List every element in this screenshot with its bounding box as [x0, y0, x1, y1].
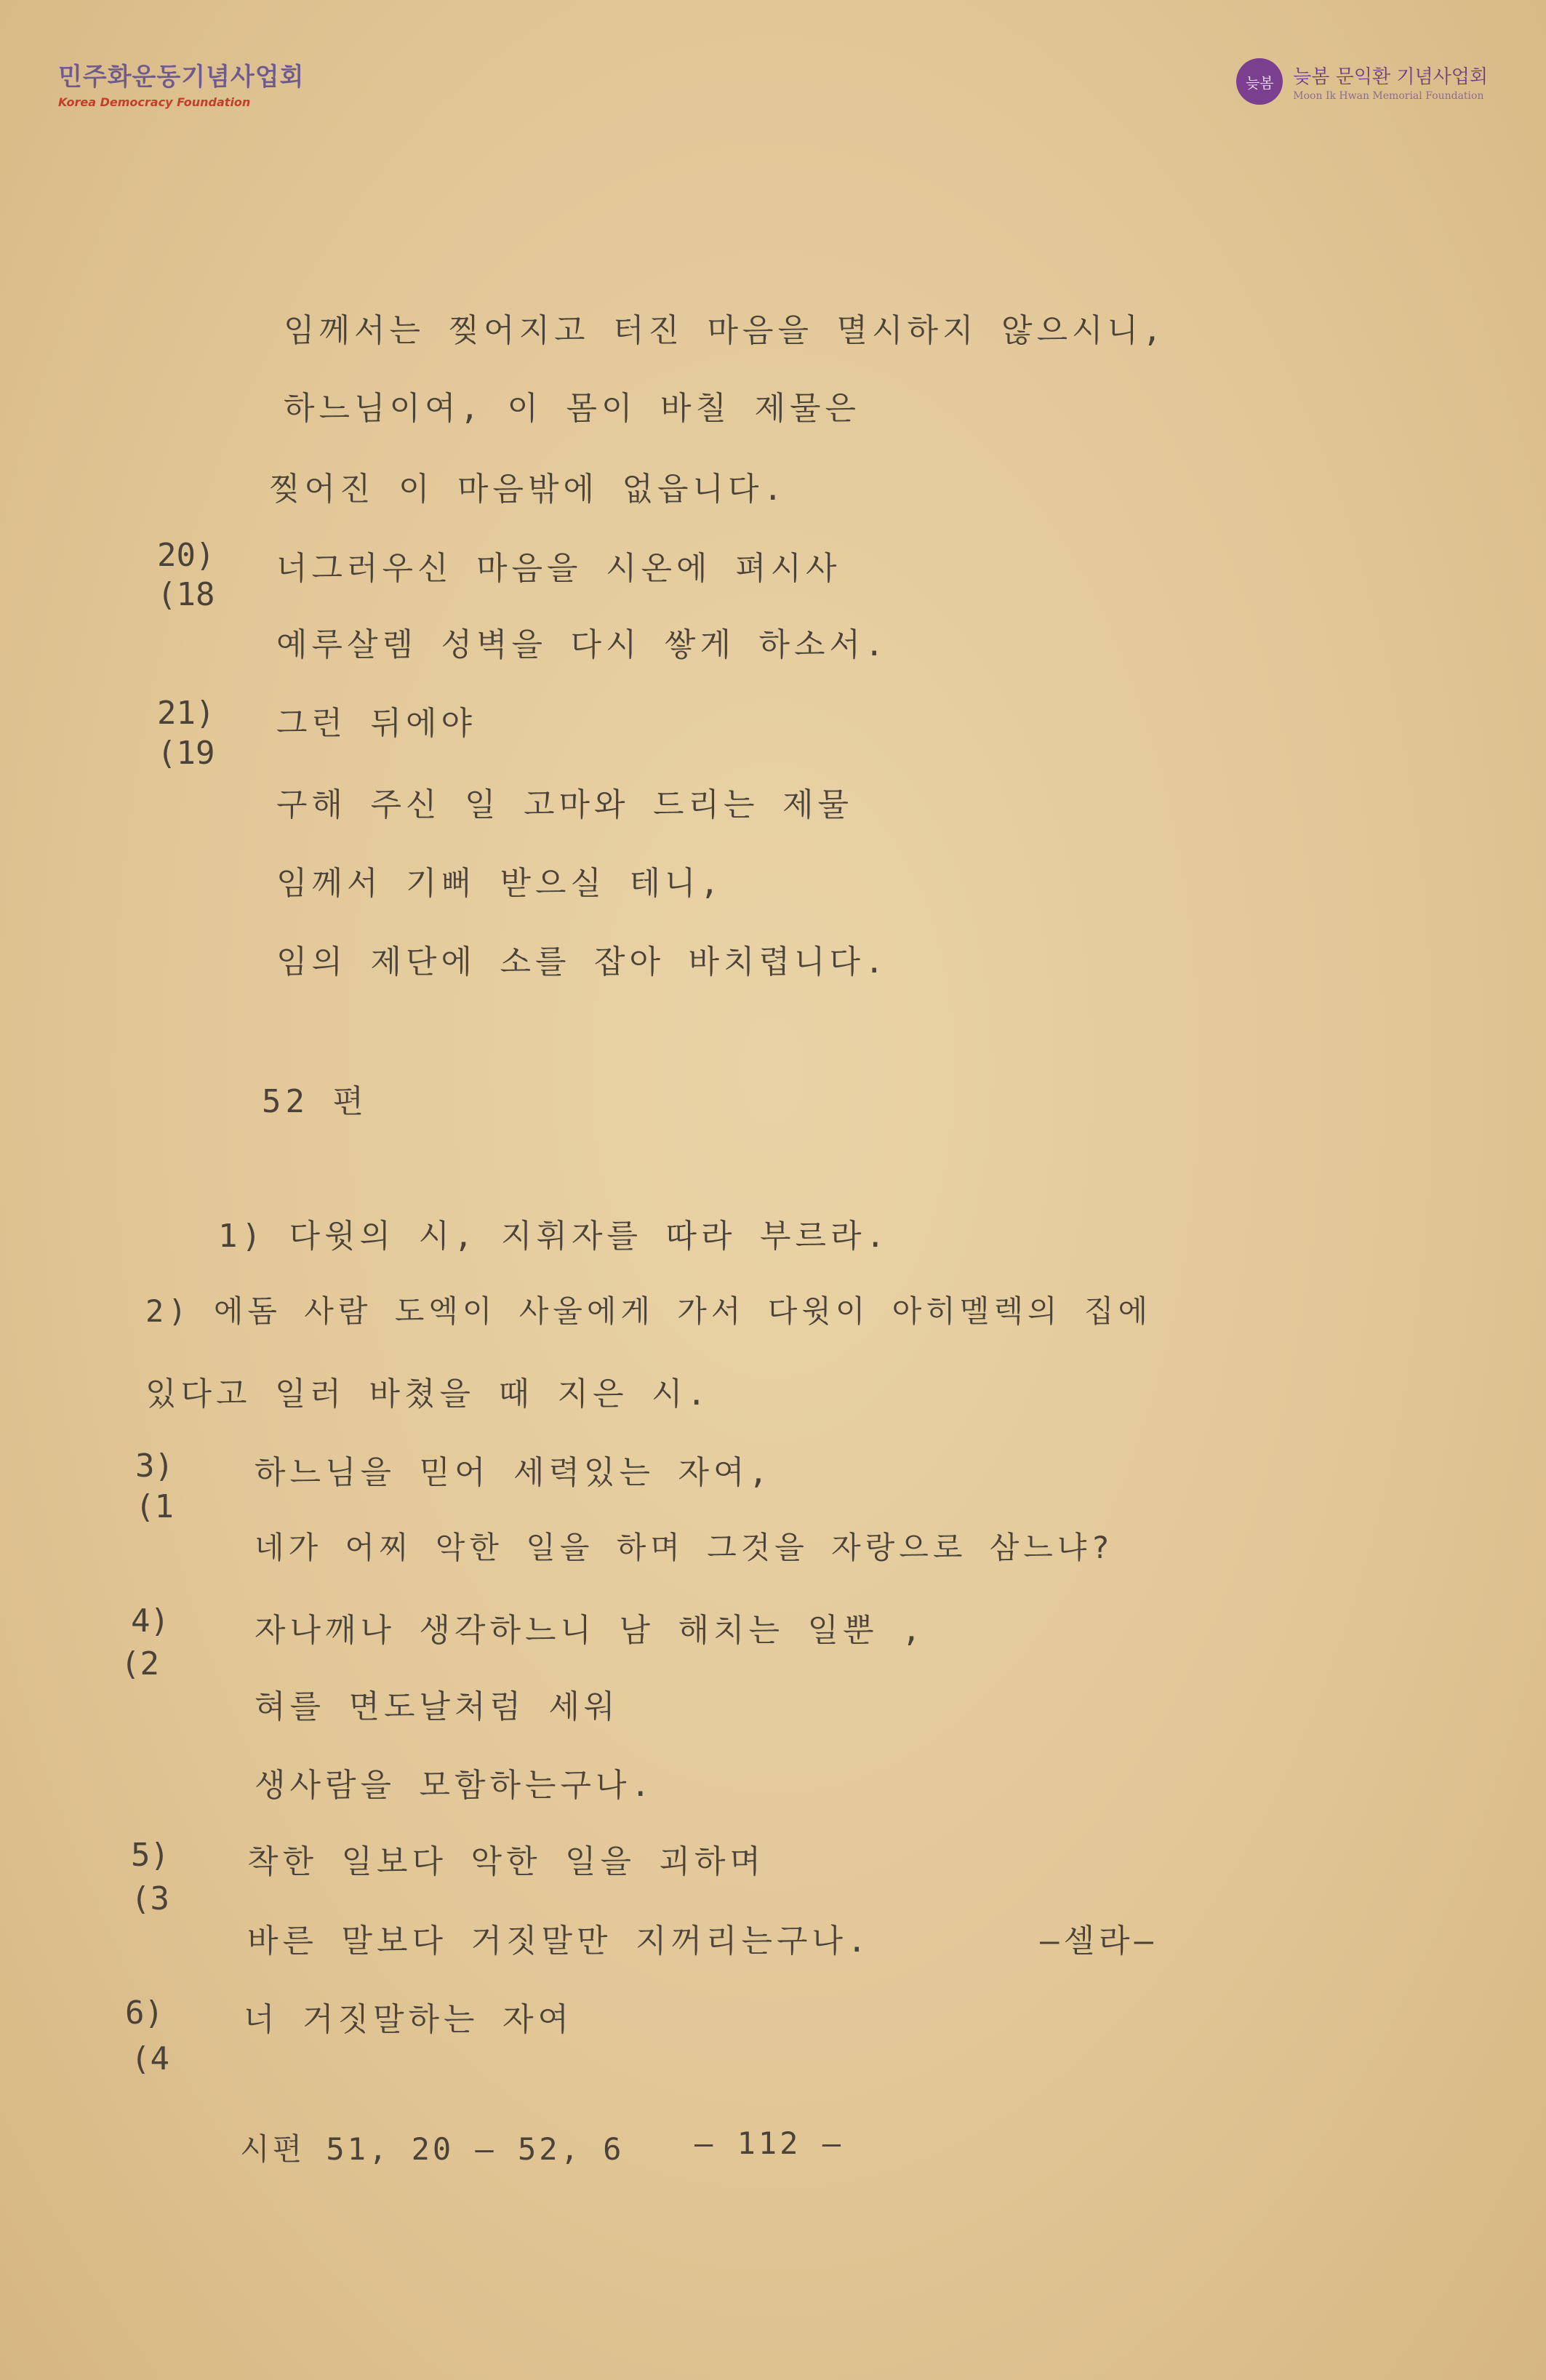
left-logo-english: Korea Democracy Foundation — [58, 95, 251, 109]
text-line: 1) 다윗의 시, 지휘자를 따라 부르라. — [218, 1218, 889, 1255]
verse-number-alt: (2 — [121, 1645, 159, 1682]
verse-number-alt: (19 — [157, 735, 215, 772]
text-line: 찢어진 이 마음밖에 없읍니다. — [269, 471, 788, 508]
text-line: 임께서 기뻐 받으실 테니, — [276, 865, 724, 902]
text-line: 하느님을 믿어 세력있는 자여, — [255, 1454, 773, 1491]
verse-number: 20) — [157, 537, 215, 574]
page-number: — 112 — — [694, 2125, 844, 2161]
footer-reference: 시편 51, 20 — 52, 6 — [240, 2131, 625, 2167]
verse-number: 3) — [135, 1447, 174, 1485]
verse-number: 21) — [157, 695, 215, 732]
verse-number-alt: (1 — [135, 1488, 174, 1525]
verse-number: 4) — [131, 1602, 169, 1640]
neutbom-seal-icon: 늦봄 — [1236, 58, 1283, 105]
verse-number-alt: (3 — [131, 1880, 169, 1917]
text-line: 자나깨나 생각하느니 남 해치는 일뿐 , — [255, 1612, 926, 1649]
text-line: 예루살렘 성벽을 다시 쌓게 하소서. — [276, 626, 889, 663]
verse-number-alt: (4 — [131, 2040, 169, 2077]
text-line: 너 거짓말하는 자여 — [244, 2001, 574, 2038]
text-line: 2) 에돔 사람 도엑이 사울에게 가서 다윗이 아히멜렉의 집에 — [145, 1293, 1153, 1329]
text-line: 착한 일보다 악한 일을 괴하며 — [247, 1843, 766, 1880]
text-line: 임의 제단에 소를 잡아 바치렵니다. — [276, 943, 889, 981]
verse-number-alt: (18 — [157, 576, 215, 613]
text-line: 있다고 일러 바쳤을 때 지은 시. — [145, 1375, 710, 1413]
text-line: 혀를 면도날처럼 세워 — [255, 1688, 620, 1725]
left-logo-korean: 민주화운동기념사업회 — [58, 63, 305, 92]
text-line: 그런 뒤에야 — [276, 705, 477, 742]
text-line: 네가 어찌 악한 일을 하며 그것을 자랑으로 삼느냐? — [255, 1530, 1114, 1565]
text-line: 임께서는 찢어지고 터진 마음을 멸시하지 않으시니, — [284, 312, 1166, 349]
verse-number: 6) — [125, 1994, 164, 2032]
text-line: 구해 주신 일 고마와 드리는 제물 — [276, 786, 854, 823]
moon-ik-hwan-foundation-logo — [1236, 58, 1488, 105]
right-logo-korean: 늦봄 문익환 기념사업회 — [1293, 65, 1488, 88]
right-logo-english: Moon Ik Hwan Memorial Foundation — [1293, 89, 1484, 102]
text-line: 너그러우신 마음을 시온에 펴시사 — [276, 550, 841, 587]
text-line: 하느님이여, 이 몸이 바칠 제물은 — [284, 390, 861, 427]
selah-marker: —셀라— — [1040, 1922, 1158, 1960]
text-line: 생사람을 모함하는구나. — [255, 1767, 655, 1804]
chapter-heading: 52 편 — [262, 1083, 368, 1120]
korea-democracy-foundation-logo — [58, 57, 304, 109]
text-line: 바른 말보다 거짓말만 지꺼리는구나. — [247, 1922, 871, 1960]
verse-number: 5) — [131, 1837, 169, 1874]
